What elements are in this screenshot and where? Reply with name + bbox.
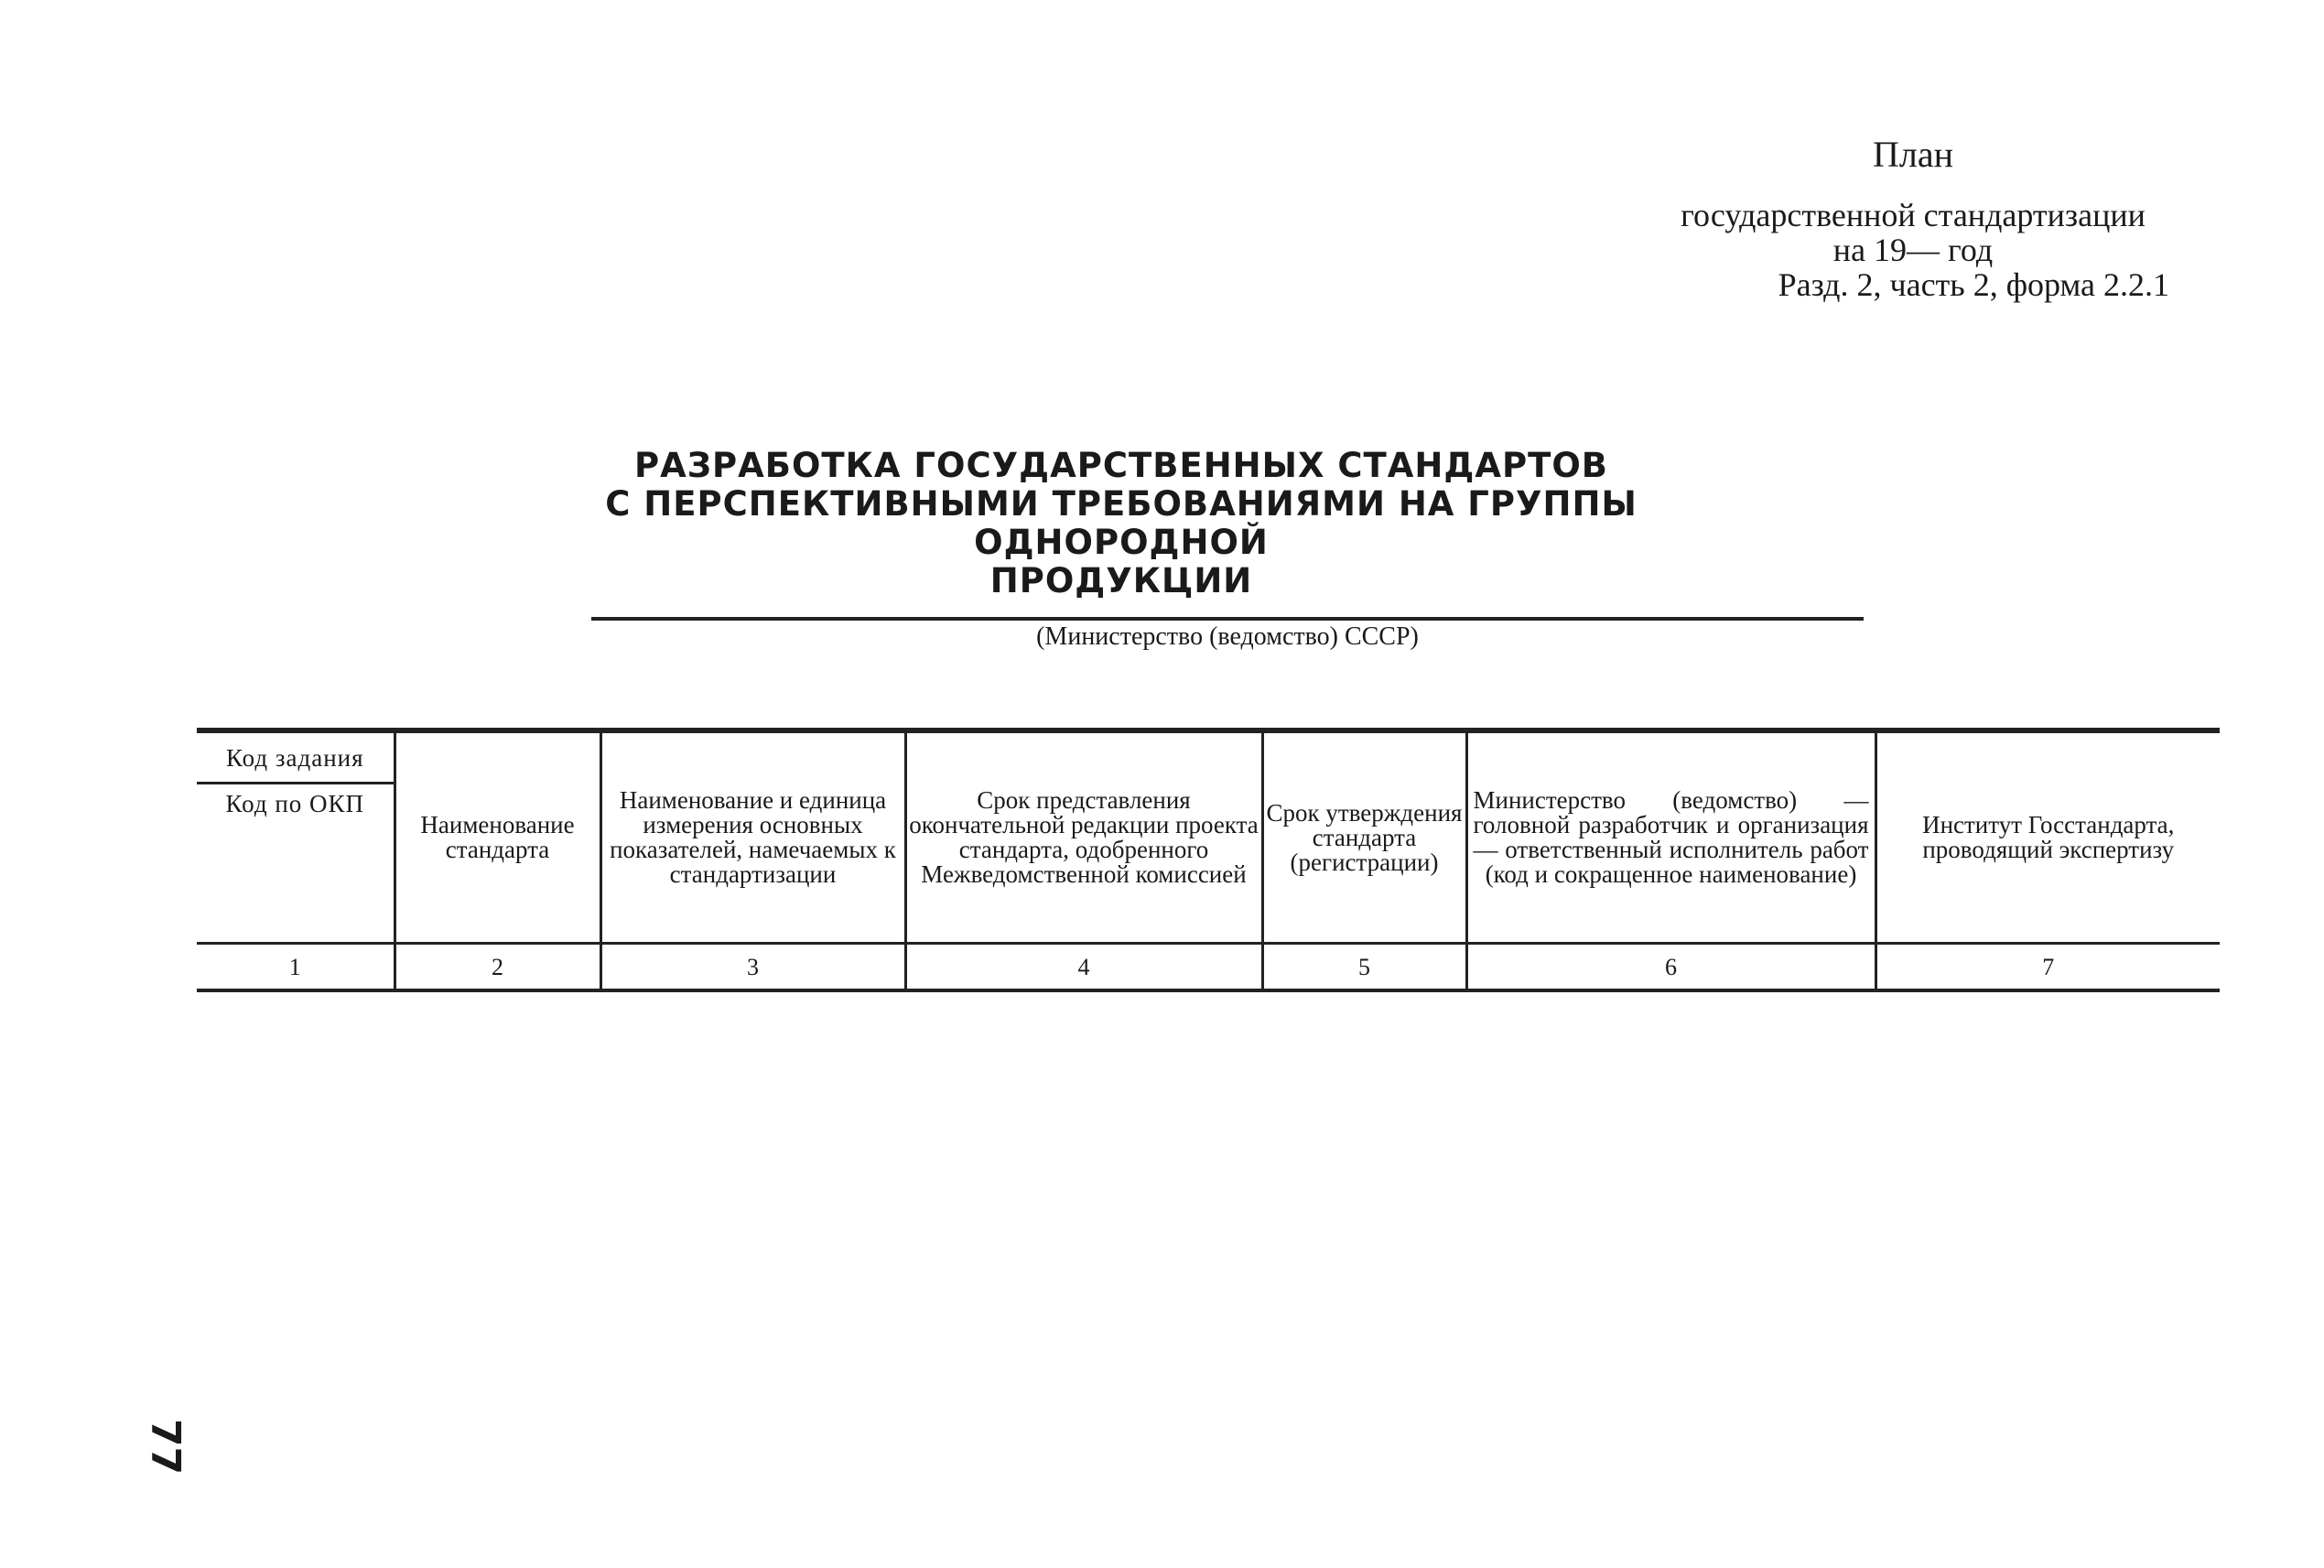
plan-label: План: [1872, 134, 1953, 175]
column-number-7: 7: [1875, 944, 2220, 991]
column-number-5: 5: [1262, 944, 1466, 991]
header-col-7: Институт Госстандарта, проводящий экспертизу: [1875, 730, 2220, 944]
title-line-1: РАЗРАБОТКА ГОСУДАРСТВЕННЫХ СТАНДАРТОВ: [633, 446, 1608, 485]
plan-header: [1629, 134, 2197, 303]
plan-line-3: Разд. 2, часть 2, форма 2.2.1: [1778, 266, 2169, 303]
table-header-row: [197, 730, 2220, 944]
title-line-2: С ПЕРСПЕКТИВНЫМИ ТРЕБОВАНИЯМИ НА ГРУППЫ ОДНОРОДНОЙ: [605, 484, 1638, 562]
document-title: [549, 447, 1693, 600]
page-number: 77: [142, 1418, 189, 1476]
header-col-6: Министерство (ведомство) — головной разработчик и организация — ответственный исполнитель работ (код и сокращенное наименование): [1466, 730, 1875, 944]
table-number-row: [197, 944, 2220, 991]
header-col-1: [197, 730, 395, 944]
header-col-5: Срок утверждения стандарта (регистрации): [1262, 730, 1466, 944]
form-table: [197, 728, 2220, 992]
header-task-code: Код задания: [197, 736, 394, 784]
plan-line-2: на 19— год: [1832, 232, 1994, 268]
header-col-4: Срок представления окончательной редакции проекта стандарта, одобренного Межведомственной комиссией: [905, 730, 1262, 944]
ministry-fill-line: [591, 617, 1864, 621]
column-number-1: 1: [197, 944, 395, 991]
column-number-4: 4: [905, 944, 1262, 991]
ministry-caption: (Министерство (ведомство) СССР): [1036, 622, 1419, 651]
header-okp-code: Код по ОКП: [225, 789, 365, 817]
header-col-3: Наименование и единица измерения основных показателей, намечаемых к стандартизации: [600, 730, 905, 944]
plan-line-1: государственной стандартизации: [1681, 197, 2146, 233]
column-number-2: 2: [395, 944, 600, 991]
column-number-6: 6: [1466, 944, 1875, 991]
title-line-3: ПРОДУКЦИИ: [989, 561, 1253, 600]
column-number-3: 3: [600, 944, 905, 991]
header-col-2: Наименование стандарта: [395, 730, 600, 944]
